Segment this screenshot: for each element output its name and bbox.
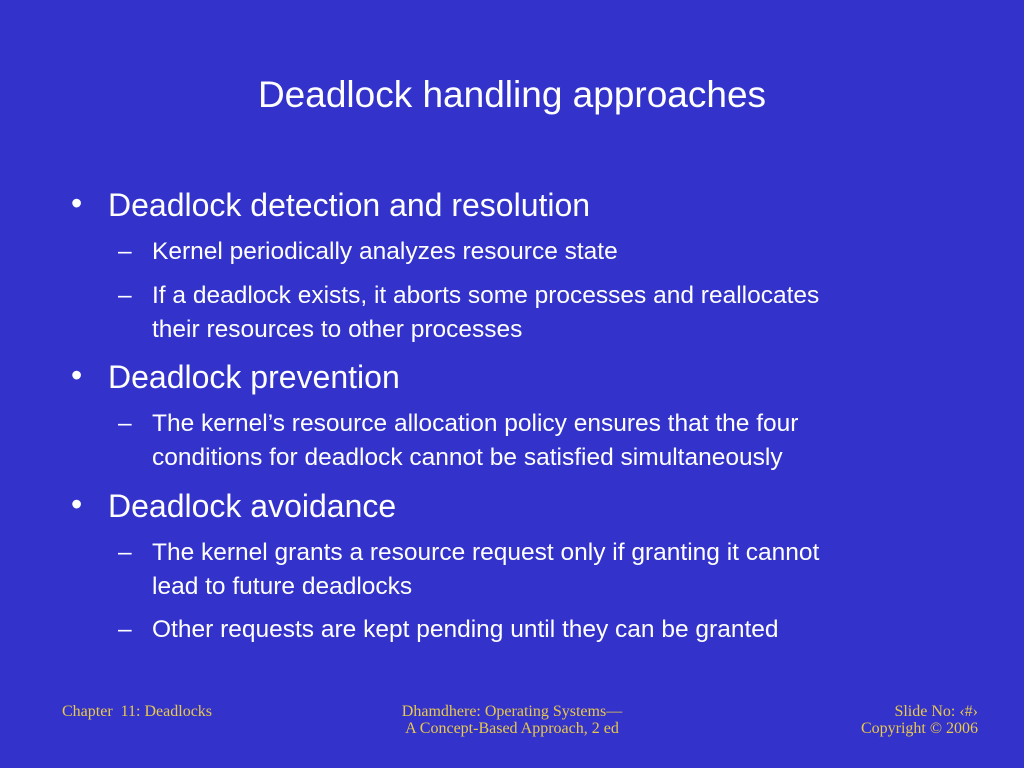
slide-title: Deadlock handling approaches xyxy=(257,74,767,115)
bullet-text: Deadlock detection and resolution xyxy=(108,187,591,223)
sub-item-text: conditions for deadlock cannot be satisfied simultaneously xyxy=(152,444,783,471)
dash-icon: – xyxy=(118,410,132,437)
footer-book-line2: A Concept-Based Approach, 2 ed xyxy=(405,720,619,737)
dash-icon: – xyxy=(118,539,132,566)
dash-icon: – xyxy=(118,616,132,643)
footer-book-line1: Dhamdhere: Operating Systems— xyxy=(401,703,623,720)
footer-chapter xyxy=(62,703,212,720)
sub-item-text: Other requests are kept pending until they can be granted xyxy=(152,616,779,643)
footer-slide-info xyxy=(861,703,978,737)
dash-icon: – xyxy=(118,282,132,309)
footer-chapter-text: Chapter 11: Deadlocks xyxy=(62,703,213,720)
bullet-icon: • xyxy=(71,486,83,522)
dash-icon: – xyxy=(118,238,132,265)
footer-slide-number: Slide No: ‹#› xyxy=(894,703,978,720)
bullet-icon: • xyxy=(71,185,83,221)
sub-item-text: their resources to other processes xyxy=(152,316,523,343)
bullet-text: Deadlock prevention xyxy=(108,359,400,395)
bullet-text: Deadlock avoidance xyxy=(108,488,397,524)
footer-book xyxy=(312,703,712,737)
bullet-icon: • xyxy=(71,357,83,393)
sub-item-text: The kernel’s resource allocation policy ensures that the four xyxy=(152,410,799,437)
sub-item-text: The kernel grants a resource request only if granting it cannot xyxy=(152,539,820,566)
sub-item-text: lead to future deadlocks xyxy=(152,573,413,600)
sub-item-text: If a deadlock exists, it aborts some processes and reallocates xyxy=(152,282,820,309)
sub-item-text: Kernel periodically analyzes resource state xyxy=(152,238,618,265)
footer-copyright: Copyright © 2006 xyxy=(860,720,978,737)
